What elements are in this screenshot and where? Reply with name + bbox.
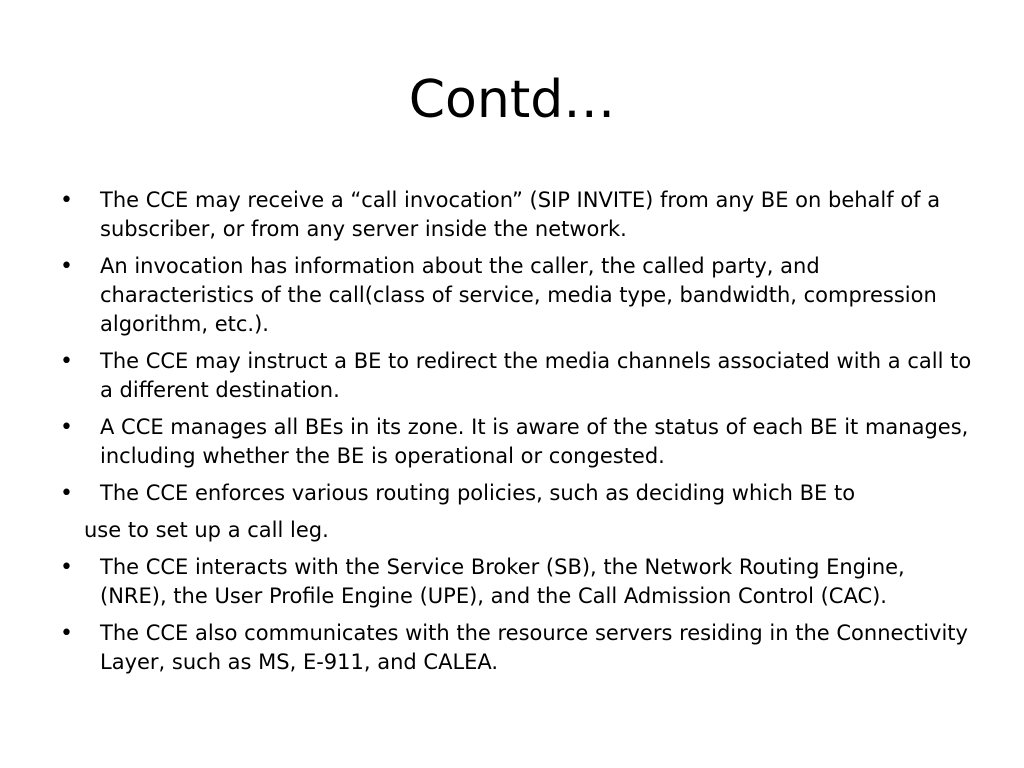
- bullet-text: An invocation has information about the caller, the called party, and characteristics of the call(class of service, media type, bandwidth, compression algorithm, etc.).: [100, 254, 937, 336]
- bullet-text: The CCE enforces various routing policies, such as deciding which BE to: [100, 481, 856, 505]
- bullet-icon: •: [60, 349, 73, 374]
- bullet-text: use to set up a call leg.: [84, 518, 329, 542]
- bullet-icon: •: [60, 254, 73, 279]
- continuation-line: [56, 516, 976, 545]
- slide-title: Contd…: [408, 70, 616, 130]
- bullet-text: The CCE also communicates with the resource servers residing in the Connectivity Layer, such as MS, E-911, and CALEA.: [100, 621, 968, 674]
- bullet-item: [56, 413, 976, 471]
- bullet-item: [56, 252, 976, 339]
- bullet-icon: •: [60, 481, 73, 506]
- bullet-text: The CCE interacts with the Service Broker (SB), the Network Routing Engine, (NRE), the User Profile Engine (UPE), and the Call Admission Control (CAC).: [100, 555, 905, 608]
- bullet-text: A CCE manages all BEs in its zone. It is aware of the status of each BE it manages, including whether the BE is operational or congested.: [100, 415, 969, 468]
- bullet-item: [56, 479, 976, 508]
- bullet-text: The CCE may instruct a BE to redirect the media channels associated with a call to a different destination.: [100, 349, 972, 402]
- bullet-icon: •: [60, 415, 73, 440]
- bullet-item: [56, 619, 976, 677]
- bullet-item: [56, 553, 976, 611]
- bullet-item: [56, 186, 976, 244]
- bullet-list: [56, 186, 976, 685]
- bullet-icon: •: [60, 188, 73, 213]
- bullet-icon: •: [60, 555, 73, 580]
- bullet-text: The CCE may receive a “call invocation” (SIP INVITE) from any BE on behalf of a subscriber, or from any server inside the network.: [100, 188, 941, 241]
- bullet-item: [56, 347, 976, 405]
- bullet-icon: •: [60, 621, 73, 646]
